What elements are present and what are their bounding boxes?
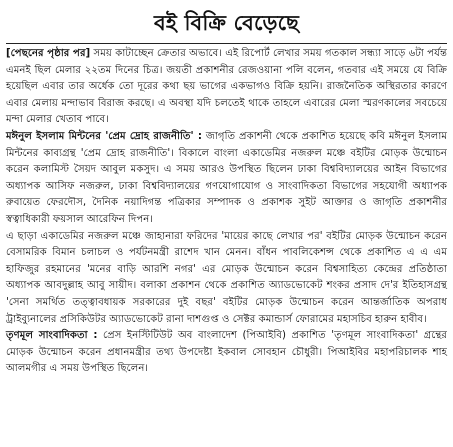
article-paragraph-1	[6, 46, 447, 129]
paragraph-text: জাগৃতি প্রকাশনী থেকে প্রকাশিত হয়েছে কবি মঈনুল ইসলাম মিন্টনের কাব্যগ্রন্থ 'প্রেম দ্রোহ রাজনীতি'। বিকালে বাংলা একাডেমির নজরুল মঞ্চে বইটির মোড়ক উন্মোচন করেন কলামিস্ট সৈয়দ আবুল মকসুদ। এ সময় আরও উপস্থিত ছিলেন ঢাকা বিশ্ববিদ্যালয়ের আইন বিভাগের অধ্যাপক আসিফ নজরুল, ঢাকা বিশ্ববিদ্যালয়ের গণযোগাযোগ ও সাংবাদিকতা বিভাগের সহযোগী অধ্যাপক রুবায়েত ফেরদৌস, দৈনিক নয়াদিগন্ত পত্রিকার সম্পাদক ও প্রকাশক সুইট আক্তার ও জাগৃতি প্রকাশনীর স্বত্বাধিকারী ফয়সাল আরেফিন দিপন।	[6, 130, 447, 225]
continuation-marker: [পেছনের পৃষ্ঠার পর]	[6, 48, 91, 59]
article-paragraph-2	[6, 129, 447, 229]
article-paragraph-3	[6, 229, 447, 329]
subhead-prem-droho-rajniti: মঈনুল ইসলাম মিন্টনের 'প্রেম দ্রোহ রাজনীতি' :	[6, 130, 202, 142]
headline-divider	[6, 43, 447, 44]
paragraph-text: সময় কাটাচ্ছেন ক্রেতার অভাবে। এই রিপোর্ট লেখার সময় গতকাল সন্ধ্যা সাড়ে ৬টা পর্যন্ত এমনই ছিল মেলার ২২তম দিনের চিত্র। জয়তী প্রকাশনীর রেজওয়ানা পলি বলেন, গতবার এই সময়ে যে বিক্রি হয়েছিল এবার তার অর্ধেক তো দূরের কথা ছয় ভাগের একভাগও বিক্রি হয়নি। রাজনৈতিক অস্থিরতার কারণে এবার মেলায় মন্দাভাব বিরাজ করছে। এ অবস্থা যদি চলতেই থাকে তাহলে এবারের মেলা স্মরণকালের সবচেয়ে মন্দা মেলার খেতাব পাবে।	[6, 48, 447, 126]
article-paragraph-4	[6, 328, 447, 378]
paragraph-text: এ ছাড়া একাডেমির নজরুল মঞ্চে জাহানারা ফরিদের 'মায়ের কাছে লেখার পর' বইটির মোড়ক উন্মোচন করেন বেসামরিক বিমান চলাচল ও পর্যটনমন্ত্রী রাশেদ খান মেনন। বাঁধন পাবলিকেশন্স থেকে প্রকাশিত এ এ এম হাফিজুর রহমানের 'মনের বাড়ি আরশি নগর' এর মোড়ক উন্মোচন করেন বিশ্বসাহিত্য কেন্দ্রের প্রতিষ্ঠাতা অধ্যাপক আবদুল্লাহ আবু সায়ীদ। বলাকা প্রকাশন থেকে প্রকাশিত অ্যাডভোকেট শংকর প্রসাদ দে'র ইতিহাসগ্রন্থ 'সেনা সমর্থিত তত্ত্বাবধায়ক সরকারের দুই বছর' বইটির মোড়ক উন্মোচন করেন আন্তর্জাতিক অপরাধ ট্রাইব্যুনালের প্রসিকিউটর অ্যাডভোকেট রানা দাশগুপ্ত ও সেক্টর কমান্ডার্স ফোরামের মহাসচিব হারুন হাবীব।	[6, 230, 447, 325]
subhead-trinamul-sangbadikota: তৃণমূল সাংবাদিকতা :	[6, 330, 98, 342]
paragraph-text: প্রেস ইনস্টিটিউট অব বাংলাদেশ (পিআইবি) প্রকাশিত 'তৃণমূল সাংবাদিকতা' গ্রন্থের মোড়ক উন্মোচন করেন প্রধানমন্ত্রীর তথ্য উপদেষ্টা ইকবাল সোবহান চৌধুরী। পিআইবির মহাপরিচালক শাহ আলমগীর এ সময় উপস্থিত ছিলেন।	[6, 330, 448, 375]
article-headline: বই বিক্রি বেড়েছে	[153, 11, 300, 35]
